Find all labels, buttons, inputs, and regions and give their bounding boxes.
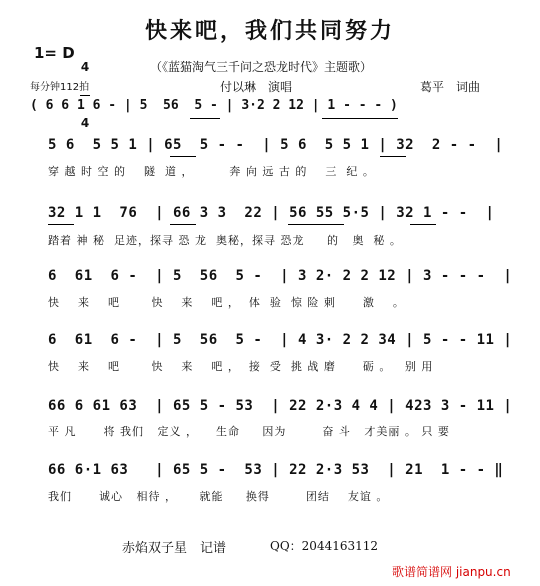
lyrics-line-6: 我们 诚心 相待 ， 就能 换得 团结 友谊 。 [48,490,389,503]
subtitle: （《蓝猫淘气三千问之恐龙时代》主题歌） [150,60,373,74]
beam-line [288,224,344,225]
beam-line [322,118,372,119]
beam-line [190,118,220,119]
lyrics-line-4: 快 来 吧 快 来 吧 ， 接 受 挑 战 磨 砺 。 别 用 [48,360,434,373]
beam-line [380,156,406,157]
beam-line [48,224,74,225]
lyrics-line-3: 快 来 吧 快 来 吧 ， 体 验 惊 险 刺 激 。 [48,296,405,309]
notation-line-6: 66 6·1 63 | 65 5 - 53 | 22 2·3 53 | 21 1 - - ‖ [48,462,504,478]
meter-top: 4 [80,60,90,74]
beam-line [170,156,196,157]
page-title: 快来吧，我们共同努力 [144,19,395,44]
tempo-marking: 每分钟112拍 [30,82,90,93]
singer-credit: 付以琳 演唱 [220,80,293,94]
beam-line [372,118,398,119]
notation-line-3: 6 61 6 - | 5 56 5 - | 3 2· 2 2 12 | 3 - - - | [48,268,513,284]
notation-line-1: 5 6 5 5 1 | 65 5 - - | 5 6 5 5 1 | 32 2 - - | [48,137,504,153]
meter-bottom: 4 [80,116,90,130]
composer-credit: 葛平 词曲 [420,80,481,94]
notation-line-2: 32 1 1 76 | 66 3 3 22 | 56 55 5·5 | 32 1 - - | [48,205,495,221]
lyrics-line-2: 踏着 神 秘 足迹，探寻 恐 龙 奥秘，探寻 恐龙 的 奥 秘 。 [48,234,402,247]
meter-divider [80,95,90,96]
site-watermark: 歌谱简谱网 jianpu.cn [392,565,511,579]
beam-line [170,224,196,225]
lyrics-line-5: 平 凡 将 我们 定义 ， 生命 因为 奋 斗 才美丽 。 只 要 [48,425,450,438]
intro-notation: ( 6 6 1 6 - | 5 56 5 - | 3·2 2 12 | 1 - - - ) [30,98,398,113]
notation-line-5: 66 6 61 63 | 65 5 - 53 | 22 2·3 4 4 | 423 3 - 11 | [48,398,513,414]
transcriber-credit: 赤焰双子星 记谱 [122,541,227,556]
lyrics-line-1: 穿 越 时 空 的 隧 道 ， 奔 向 远 古 的 三 纪 。 [48,165,375,178]
notation-line-4: 6 61 6 - | 5 56 5 - | 4 3· 2 2 34 | 5 - - 11 | [48,332,513,348]
contact-qq: QQ：2044163112 [270,539,379,553]
key-signature: 1= D [34,44,75,62]
beam-line [410,224,436,225]
